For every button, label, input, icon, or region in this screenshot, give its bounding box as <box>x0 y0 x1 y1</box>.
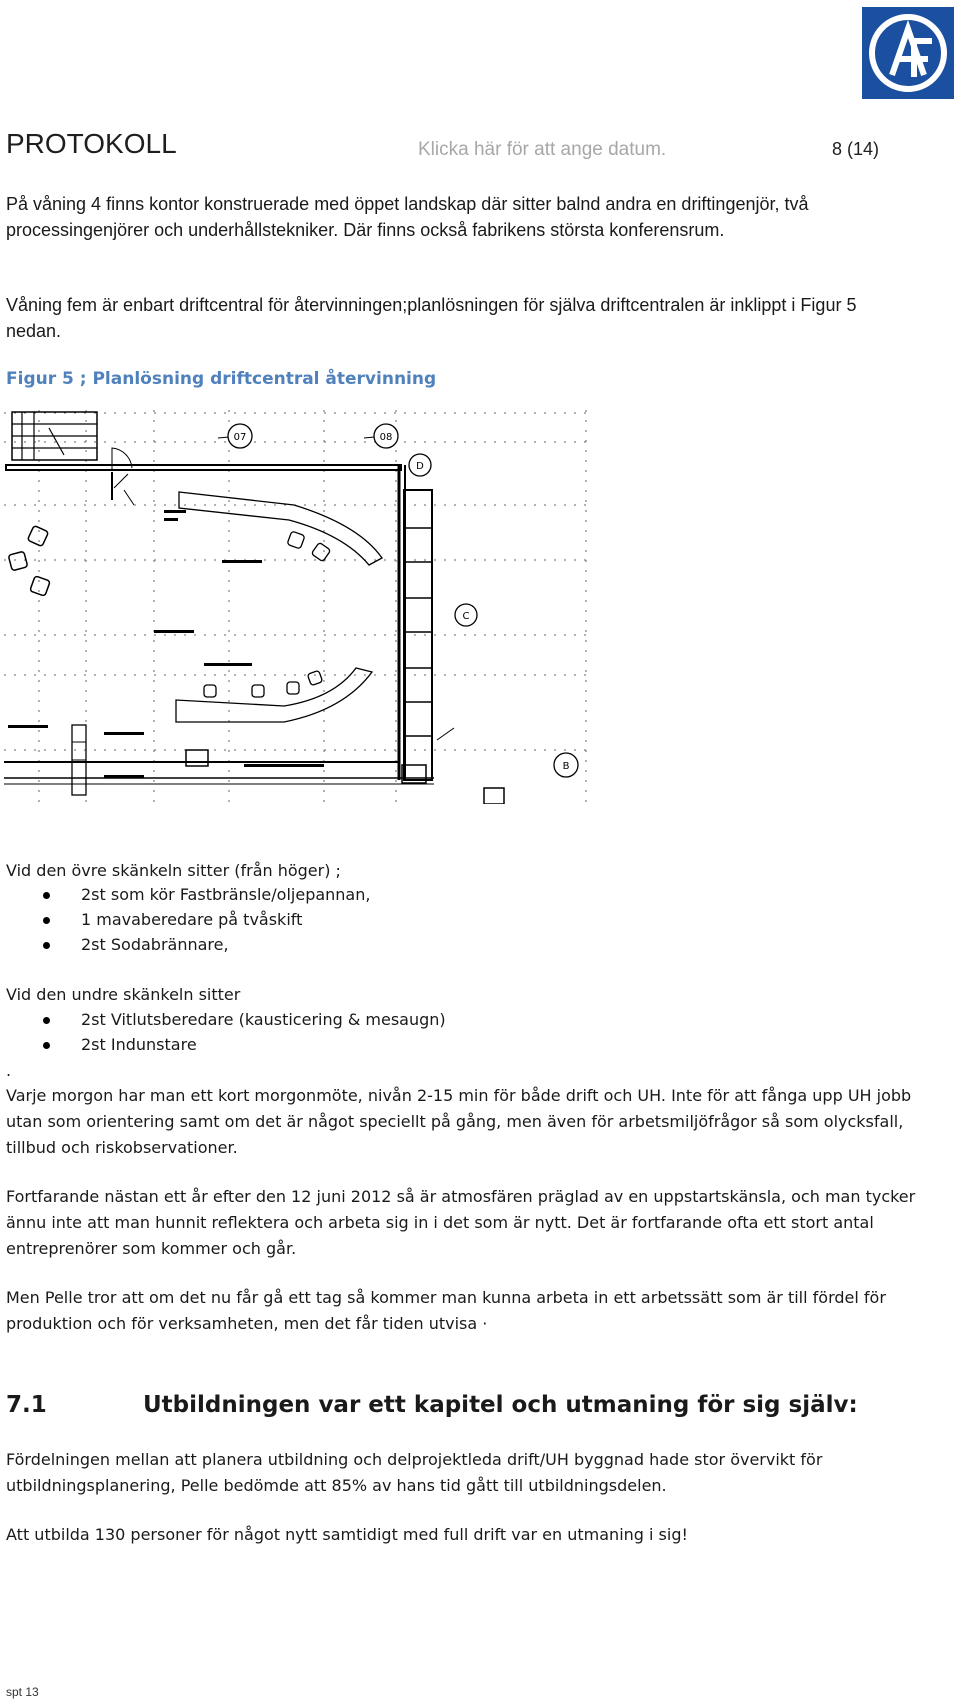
section-paragraph-1: Fördelningen mellan att planera utbildning och delprojektleda drift/UH byggnad hade stor övervikt för utbildningsplanering, Pelle bedömde att 85% av hans tid gått till utbildningsdelen. <box>6 1450 823 1495</box>
document-title: PROTOKOLL <box>6 128 177 159</box>
section-number: 7.1 <box>6 1392 47 1418</box>
list-item: 1 mavaberedare på tvåskift <box>0 907 370 932</box>
room-d-label: D <box>416 461 424 472</box>
list-item: 2st Indunstare <box>0 1032 446 1057</box>
bullet-icon <box>43 1042 50 1049</box>
room-07-label: 07 <box>233 432 247 443</box>
stray-dot: . <box>6 1061 12 1080</box>
af-logo-icon <box>862 7 954 99</box>
page-number: 8 (14) <box>832 139 880 159</box>
pelle-paragraph: Men Pelle tror att om det nu får gå ett tag så kommer man kunna arbeta in ett arbetssätt som är till fördel för produktion och för verksamheten, men det får tiden utvisa · <box>6 1288 886 1333</box>
room-c-label: C <box>462 611 470 622</box>
figure-caption: Figur 5 ; Planlösning driftcentral återvinning <box>6 369 437 389</box>
lower-arm-list <box>0 1007 446 1057</box>
upper-arm-list <box>0 882 370 957</box>
room-b-label: B <box>562 761 570 772</box>
list-item: 2st som kör Fastbränsle/oljepannan, <box>0 882 370 907</box>
intro-paragraph-2: Våning fem är enbart driftcentral för återvinningen;planlösningen för själva driftcentralen är inklippt i Figur 5 nedan. <box>6 295 857 341</box>
list-item: 2st Sodabrännare, <box>0 932 370 957</box>
section-heading: Utbildningen var ett kapitel och utmaning för sig själv: <box>143 1392 858 1418</box>
footer-text: spt 13 <box>6 1685 39 1699</box>
section-paragraph-2: Att utbilda 130 personer för något nytt samtidigt med full drift var en utmaning i sig! <box>6 1525 688 1544</box>
morning-meeting-paragraph: Varje morgon har man ett kort morgonmöte, nivån 2-15 min för både drift och UH. Inte för att fånga upp UH jobb utan som orientering samt om det är något speciellt på gång, men även för arbetsmiljöfrågor så som olycksfall, tillbud och riskobservationer. <box>6 1086 912 1157</box>
lower-arm-intro: Vid den undre skänkeln sitter <box>6 985 241 1004</box>
bullet-icon <box>43 917 50 924</box>
room-08-label: 08 <box>379 432 393 443</box>
bullet-icon <box>43 942 50 949</box>
atmosphere-paragraph: Fortfarande nästan ett år efter den 12 juni 2012 så är atmosfären präglad av en uppstartskänsla, och man tycker ännu inte att man hunnit reflektera och arbeta sig in i det som är nytt. Det är fortfarande ofta ett stort antal entreprenörer som kommer och går. <box>6 1187 916 1258</box>
list-item: 2st Vitlutsberedare (kausticering & mesaugn) <box>0 1007 446 1032</box>
bullet-icon <box>43 892 50 899</box>
bullet-icon <box>43 1017 50 1024</box>
upper-arm-intro: Vid den övre skänkeln sitter (från höger) ; <box>6 861 341 880</box>
intro-paragraph-1: På våning 4 finns kontor konstruerade med öppet landskap där sitter balnd andra en driftingenjör, två processingenjörer och underhållstekniker. Där finns också fabrikens största konferensrum. <box>6 194 809 240</box>
date-placeholder-field[interactable]: Klicka här för att ange datum. <box>418 139 667 160</box>
floor-plan-image <box>4 410 588 804</box>
